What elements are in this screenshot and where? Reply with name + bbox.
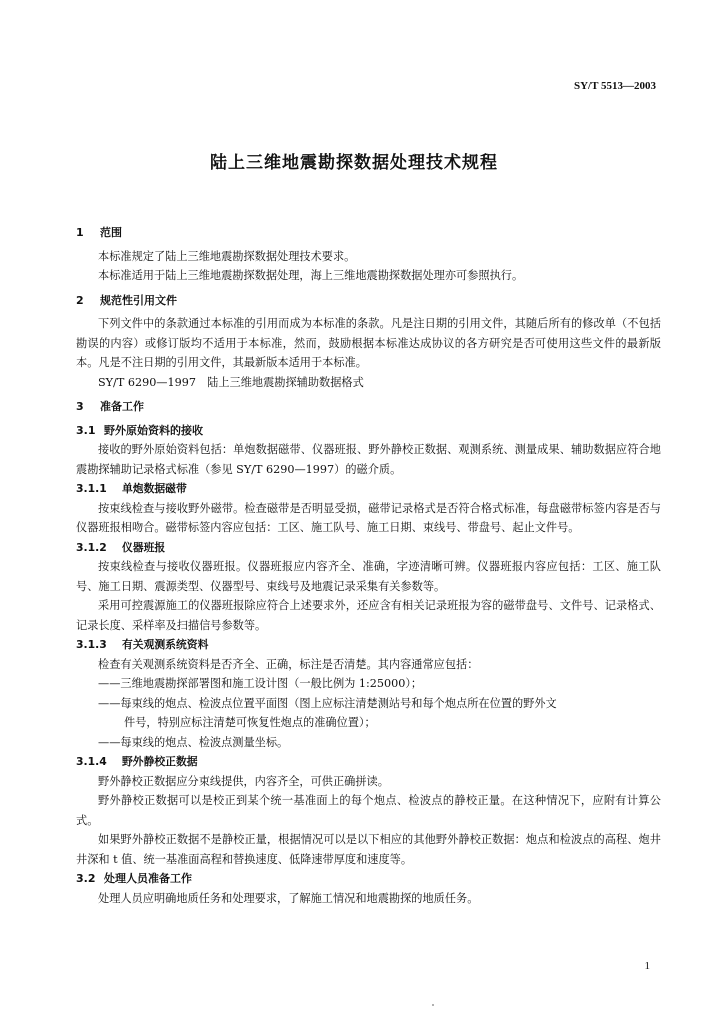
section-title: 准备工作 bbox=[100, 400, 144, 413]
paragraph: 处理人员应明确地质任务和处理要求，了解施工情况和地震勘探的地质任务。 bbox=[98, 891, 479, 905]
section-number: 1 bbox=[76, 226, 84, 239]
section-heading-scope bbox=[76, 223, 661, 243]
clause-title: 仪器班报 bbox=[122, 540, 166, 554]
clause-heading bbox=[76, 479, 661, 499]
paragraph: 本标准规定了陆上三维地震勘探数据处理技术要求。 bbox=[98, 249, 356, 263]
paragraph: 采用可控震源施工的仪器班报除应符合上述要求外，还应含有相关记录班报为容的磁带盘号、文件号、记录格式、记录长度、采样率及扫描信号参数等。 bbox=[76, 599, 661, 632]
subsection-title: 野外原始资料的接收 bbox=[104, 423, 203, 437]
paragraph: 如果野外静校正数据不是静校正量，根据情况可以是以下相应的其他野外静校正数据：炮点和检波点的高程、炮井井深和 t 值、统一基准面高程和替换速度、低降速带厚度和速度等。 bbox=[76, 833, 661, 866]
document-title: 陆上三维地震勘探数据处理技术规程 bbox=[210, 153, 498, 173]
dash-list-item-continuation: 件号，特别应标注清楚可恢复性炮点的准确位置）； bbox=[124, 716, 376, 729]
paragraph: 野外静校正数据应分束线提供，内容齐全，可供正确拼读。 bbox=[98, 774, 389, 788]
page-number: 1 bbox=[644, 960, 650, 972]
clause-title: 单炮数据磁带 bbox=[122, 482, 187, 495]
paragraph: 本标准适用于陆上三维地震勘探数据处理，海上三维地震勘探数据处理亦可参照执行。 bbox=[98, 269, 524, 282]
dash-list-item: ——每束线的炮点、检波点位置平面图（图上应标注清楚测站号和每个炮点所在位置的野外文 bbox=[98, 696, 557, 710]
dash-list-item: ——每束线的炮点、检波点测量坐标。 bbox=[98, 735, 289, 749]
paragraph: 下列文件中的条款通过本标准的引用而成为本标准的条款。凡是注日期的引用文件，其随后所有的修改单（不包括勘误的内容）或修订版均不适用于本标准，然而，鼓励根据本标准达成协议的各方研究是否可使用这些文件的最新版本。凡是不注日期的引用文件，其最新版本适用于本标准。 bbox=[76, 317, 661, 369]
section-heading-normative-references bbox=[76, 291, 661, 311]
clause-title: 有关观测系统资料 bbox=[122, 638, 209, 651]
paragraph: 检查有关观测系统资料是否齐全、正确，标注是否清楚。其内容通常应包括： bbox=[98, 657, 479, 671]
clause-number: 3.1.3 bbox=[76, 638, 107, 651]
clause-heading bbox=[76, 538, 661, 558]
subsection-number: 3.2 bbox=[76, 872, 96, 885]
paragraph: 接收的野外原始资料包括：单炮数据磁带、仪器班报、野外静校正数据、观测系统、测量成果、辅助数据应符合地震勘探辅助记录格式标准（参见 SY/T 6290—1997）的磁介质。 bbox=[76, 443, 661, 476]
paragraph: 按束线检查与接收野外磁带。检查磁带是否明显受损，磁带记录格式是否符合格式标准，每盘磁带标签内容是否与仪器班报相吻合。磁带标签内容应包括：工区、施工队号、施工日期、束线号、带盘号、起止文件号。 bbox=[76, 501, 661, 534]
document-body bbox=[76, 218, 661, 908]
paragraph: 野外静校正数据可以是校正到某个统一基准面上的每个炮点、检波点的静校正量。在这种情况下，应附有计算公式。 bbox=[76, 794, 661, 827]
subsection-heading bbox=[76, 869, 661, 889]
section-title: 范围 bbox=[100, 226, 122, 239]
subsection-heading bbox=[76, 421, 661, 441]
clause-heading bbox=[76, 752, 661, 772]
clause-number: 3.1.4 bbox=[76, 755, 107, 768]
section-number: 3 bbox=[76, 400, 84, 413]
section-title: 规范性引用文件 bbox=[100, 293, 177, 307]
paragraph: 按束线检查与接收仪器班报。仪器班报应内容齐全、准确，字迹清晰可辨。仪器班报内容应包括：工区、施工队号、施工日期、震源类型、仪器型号、束线号及地震记录采集有关参数等。 bbox=[76, 560, 661, 593]
subsection-title: 处理人员准备工作 bbox=[104, 872, 192, 885]
clause-number: 3.1.1 bbox=[76, 482, 107, 495]
scan-artifact-dot bbox=[432, 1004, 434, 1006]
clause-title: 野外静校正数据 bbox=[122, 755, 198, 768]
reference-item: SY/T 6290—1997 陆上三维地震勘探辅助数据格式 bbox=[98, 375, 364, 389]
section-heading-preparation bbox=[76, 397, 661, 417]
clause-heading bbox=[76, 635, 661, 655]
clause-number: 3.1.2 bbox=[76, 540, 107, 554]
section-number: 2 bbox=[76, 293, 84, 307]
dash-list-item: ——三维地震勘探部署图和施工设计图（一般比例为 1:25000）； bbox=[98, 677, 423, 690]
subsection-number: 3.1 bbox=[76, 423, 96, 437]
standard-code: SY/T 5513—2003 bbox=[573, 80, 656, 92]
